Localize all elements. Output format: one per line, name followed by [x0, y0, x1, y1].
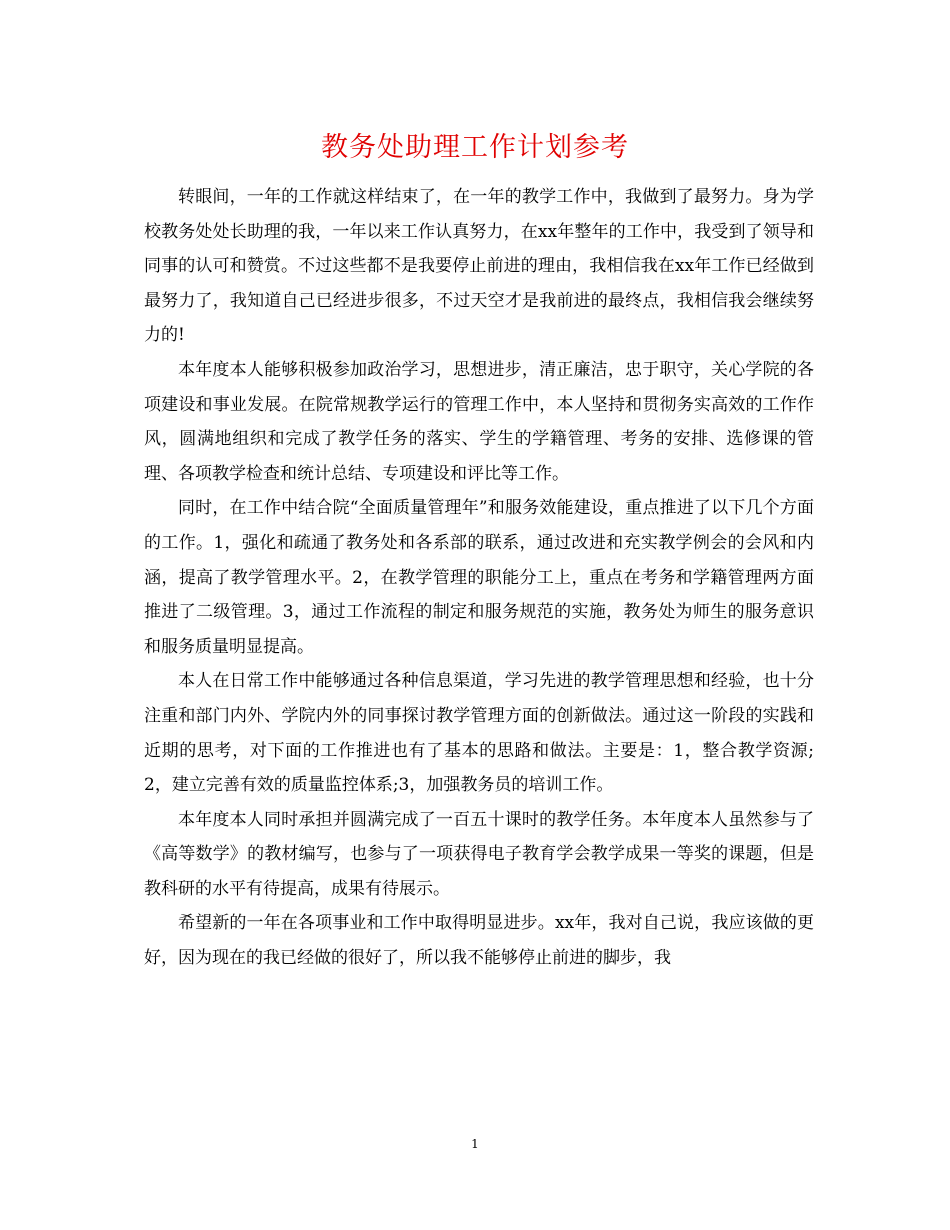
paragraph-5: 本年度本人同时承担并圆满完成了一百五十课时的教学任务。本年度本人虽然参与了《高等数学》的教材编写，也参与了一项获得电子教育学会教学成果一等奖的课题，但是教科研的水平有待提高，成果有待展示。 — [144, 809, 814, 899]
document-title: 教务处助理工作计划参考 — [321, 132, 629, 163]
page-number: 1 — [471, 1137, 479, 1151]
paragraph-4: 本人在日常工作中能够通过各种信息渠道，学习先进的教学管理思想和经验，也十分注重和部门内外、学院内外的同事探讨教学管理方面的创新做法。通过这一阶段的实践和近期的思考，对下面的工作推进也有了基本的思路和做法。主要是：1，整合教学资源;2，建立完善有效的质量监控体系;3，加强教务员的培训工作。 — [144, 671, 814, 796]
paragraph-3: 同时，在工作中结合院“全面质量管理年”和服务效能建设，重点推进了以下几个方面的工作。1，强化和疏通了教务处和各系部的联系，通过改进和充实教学例会的会风和内涵，提高了教学管理水平。2，在教学管理的职能分工上，重点在考务和学籍管理两方面推进了二级管理。3，通过工作流程的制定和服务规范的实施，教务处为师生的服务意识和服务质量明显提高。 — [144, 498, 814, 657]
document-body — [144, 180, 814, 976]
paragraph-1: 转眼间，一年的工作就这样结束了，在一年的教学工作中，我做到了最努力。身为学校教务处处长助理的我，一年以来工作认真努力，在xx年整年的工作中，我受到了领导和同事的认可和赞赏。不过这些都不是我要停止前进的理由，我相信我在xx年工作已经做到最努力了，我知道自己已经进步很多，不过天空才是我前进的最终点，我相信我会继续努力的! — [144, 187, 814, 346]
paragraph-6: 希望新的一年在各项事业和工作中取得明显进步。xx年，我对自己说，我应该做的更好，因为现在的我已经做的很好了，所以我不能够停止前进的脚步，我 — [144, 913, 814, 969]
paragraph-2: 本年度本人能够积极参加政治学习，思想进步，清正廉洁，忠于职守，关心学院的各项建设和事业发展。在院常规教学运行的管理工作中，本人坚持和贯彻务实高效的工作作风，圆满地组织和完成了教学任务的落实、学生的学籍管理、考务的安排、选修课的管理、各项教学检查和统计总结、专项建设和评比等工作。 — [144, 359, 814, 484]
